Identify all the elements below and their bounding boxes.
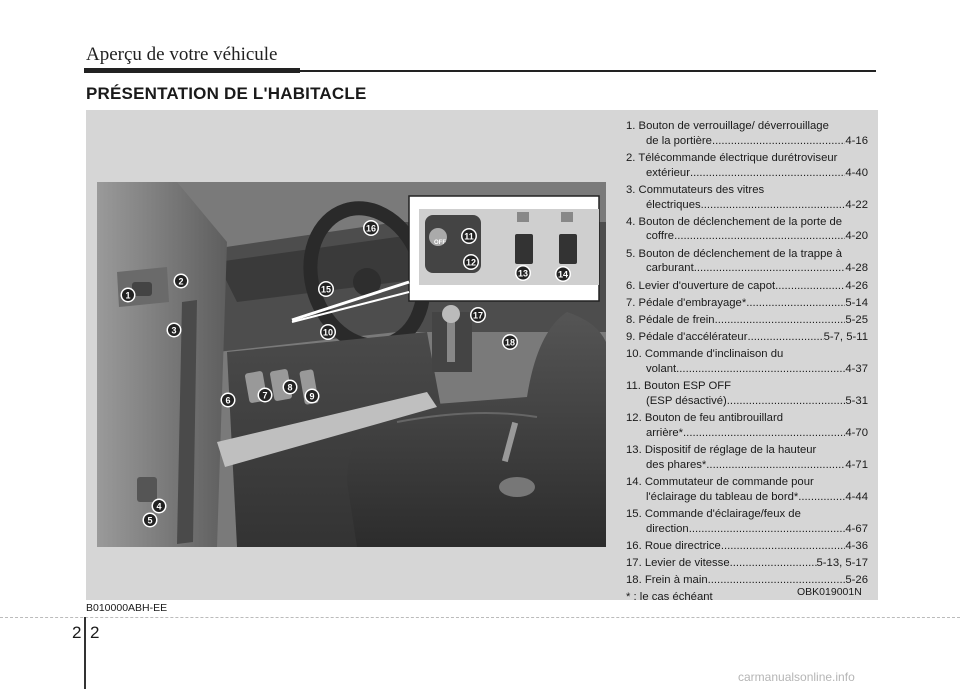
legend-item	[626, 443, 868, 472]
legend-page-ref: 4-71	[845, 458, 868, 471]
legend-item-continuation: électriques ..... 4-22	[626, 198, 868, 213]
svg-text:1: 1	[125, 290, 131, 301]
svg-text:3: 3	[171, 325, 177, 336]
callout-2	[174, 274, 189, 289]
callout-3	[167, 323, 182, 338]
footnote: * : le cas échéant	[626, 591, 713, 604]
legend-item-continuation: volant ..... 4-37	[626, 362, 868, 377]
watermark: carmanualsonline.info	[738, 670, 855, 684]
svg-text:9: 9	[309, 391, 315, 402]
footer-rule	[0, 617, 960, 618]
svg-text:12: 12	[465, 257, 477, 268]
legend-item-title: 15. Commande d'éclairage/feux de	[626, 507, 801, 520]
legend-page-ref: 4-40	[845, 166, 868, 179]
page-number: 2	[90, 623, 100, 642]
legend-item-continuation: extérieur ..... 4-40	[626, 166, 868, 181]
callout-11	[461, 228, 477, 244]
legend-item-continuation: (ESP désactivé) ..... 5-31	[626, 394, 868, 409]
callout-14	[555, 266, 571, 282]
callout-18	[502, 334, 518, 350]
legend-item-title: 6. Levier d'ouverture de capot	[626, 279, 776, 292]
legend-item-title: 8. Pédale de frein	[626, 313, 715, 326]
legend-item-continuation: direction ..... 4-67	[626, 522, 868, 537]
legend-page-ref: 4-70	[845, 426, 868, 439]
legend-item-title: 12. Bouton de feu antibrouillard	[626, 412, 784, 425]
callout-1	[121, 288, 136, 303]
legend-item-title: 4. Bouton de déclenchement de la porte de	[626, 215, 843, 228]
callout-12	[463, 254, 479, 270]
svg-text:13: 13	[517, 268, 529, 279]
legend-item-continuation: des phares* ..... 4-71	[626, 458, 868, 473]
chapter-number: 2	[72, 623, 82, 642]
legend-item-continuation: carburant ..... 4-28	[626, 261, 868, 276]
legend-page-ref: 4-20	[845, 230, 868, 243]
svg-text:11: 11	[464, 231, 474, 242]
svg-text:15: 15	[320, 284, 332, 295]
callout-5	[143, 513, 158, 528]
svg-text:2: 2	[178, 276, 184, 287]
page-title: PRÉSENTATION DE L'HABITACLE	[86, 84, 367, 103]
svg-text:14: 14	[557, 269, 569, 280]
section-title: Aperçu de votre véhicule	[86, 44, 278, 65]
legend-item	[626, 330, 868, 345]
callout-6	[221, 393, 236, 408]
legend-item	[626, 556, 868, 571]
callout-8	[283, 380, 298, 395]
callout-16	[363, 220, 379, 236]
svg-text:8: 8	[287, 382, 293, 393]
legend-item	[626, 279, 868, 294]
legend-item	[626, 379, 868, 408]
legend-page-ref: 5-7, 5-11	[823, 331, 868, 344]
legend-page-ref: 5-13, 5-17	[816, 556, 868, 569]
legend-item-continuation: arrière* ..... 4-70	[626, 426, 868, 441]
legend-item-title: 16. Roue directrice	[626, 539, 721, 552]
legend-item-continuation: coffre ..... 4-20	[626, 229, 868, 244]
legend-item	[626, 507, 868, 536]
legend-page-ref: 4-16	[845, 134, 868, 147]
legend-item	[626, 119, 868, 148]
callout-17	[470, 307, 486, 323]
svg-text:4: 4	[156, 501, 162, 512]
legend-item	[626, 183, 868, 212]
legend-page-ref: 4-22	[845, 198, 868, 211]
legend-item-title: 9. Pédale d'accélérateur	[626, 331, 748, 344]
legend-page-ref: 4-44	[845, 490, 868, 503]
legend-page-ref: 4-36	[845, 539, 868, 552]
svg-text:10: 10	[322, 327, 334, 338]
legend-item-title: 3. Commutateurs des vitres	[626, 183, 765, 196]
legend-item-title: 13. Dispositif de réglage de la hauteur	[626, 444, 817, 457]
svg-text:17: 17	[472, 310, 484, 321]
legend-item-title: 1. Bouton de verrouillage/ déverrouillage	[626, 120, 829, 132]
esp-off-label: OFF	[434, 240, 446, 246]
legend-item	[626, 296, 868, 311]
legend-item	[626, 539, 868, 554]
legend-item	[626, 151, 868, 180]
legend-item	[626, 215, 868, 244]
header-rule-thin	[300, 70, 876, 72]
legend-item-title: 7. Pédale d'embrayage*	[626, 296, 747, 309]
callout-4	[152, 499, 167, 514]
legend-item	[626, 347, 868, 376]
callout-9	[305, 389, 320, 404]
legend-item-continuation: de la portière ..... 4-16	[626, 134, 868, 149]
callout-10	[320, 324, 336, 340]
legend-page-ref: 4-37	[845, 363, 868, 376]
svg-text:5: 5	[147, 515, 153, 526]
legend-page-ref: 5-25	[845, 313, 868, 326]
legend-page-ref: 4-67	[845, 522, 868, 535]
component-legend	[626, 119, 868, 605]
legend-page-ref: 4-28	[845, 262, 868, 275]
callout-15	[318, 281, 334, 297]
legend-page-ref: 5-14	[845, 296, 868, 309]
legend-item	[626, 411, 868, 440]
reference-code: B010000ABH-EE	[86, 602, 168, 614]
svg-text:6: 6	[225, 395, 231, 406]
footer-divider	[84, 617, 86, 689]
legend-item-title: 2. Télécommande électrique durétroviseur	[626, 151, 838, 164]
image-code: OBK019001N	[797, 586, 862, 598]
callout-7	[258, 388, 273, 403]
legend-item	[626, 247, 868, 276]
legend-item-title: 11. Bouton ESP OFF	[626, 380, 732, 393]
legend-item-title: 17. Levier de vitesse	[626, 556, 730, 569]
legend-item-title: 18. Frein à main	[626, 574, 708, 587]
svg-text:7: 7	[262, 390, 268, 401]
legend-page-ref: 5-26	[845, 574, 868, 587]
legend-item	[626, 313, 868, 328]
legend-item-title: 10. Commande d'inclinaison du	[626, 348, 784, 361]
legend-page-ref: 5-31	[845, 394, 868, 407]
header-rule-thick	[84, 68, 300, 73]
svg-text:16: 16	[365, 223, 377, 234]
legend-page-ref: 4-26	[845, 279, 868, 292]
legend-item-title: 5. Bouton de déclenchement de la trappe à	[626, 247, 843, 260]
legend-item	[626, 475, 868, 504]
legend-item-continuation: l'éclairage du tableau de bord* ..... 4-44	[626, 490, 868, 505]
callout-layer	[97, 182, 606, 547]
callout-13	[515, 265, 531, 281]
legend-item-title: 14. Commutateur de commande pour	[626, 475, 814, 488]
interior-illustration	[97, 182, 606, 547]
svg-text:18: 18	[504, 337, 516, 348]
